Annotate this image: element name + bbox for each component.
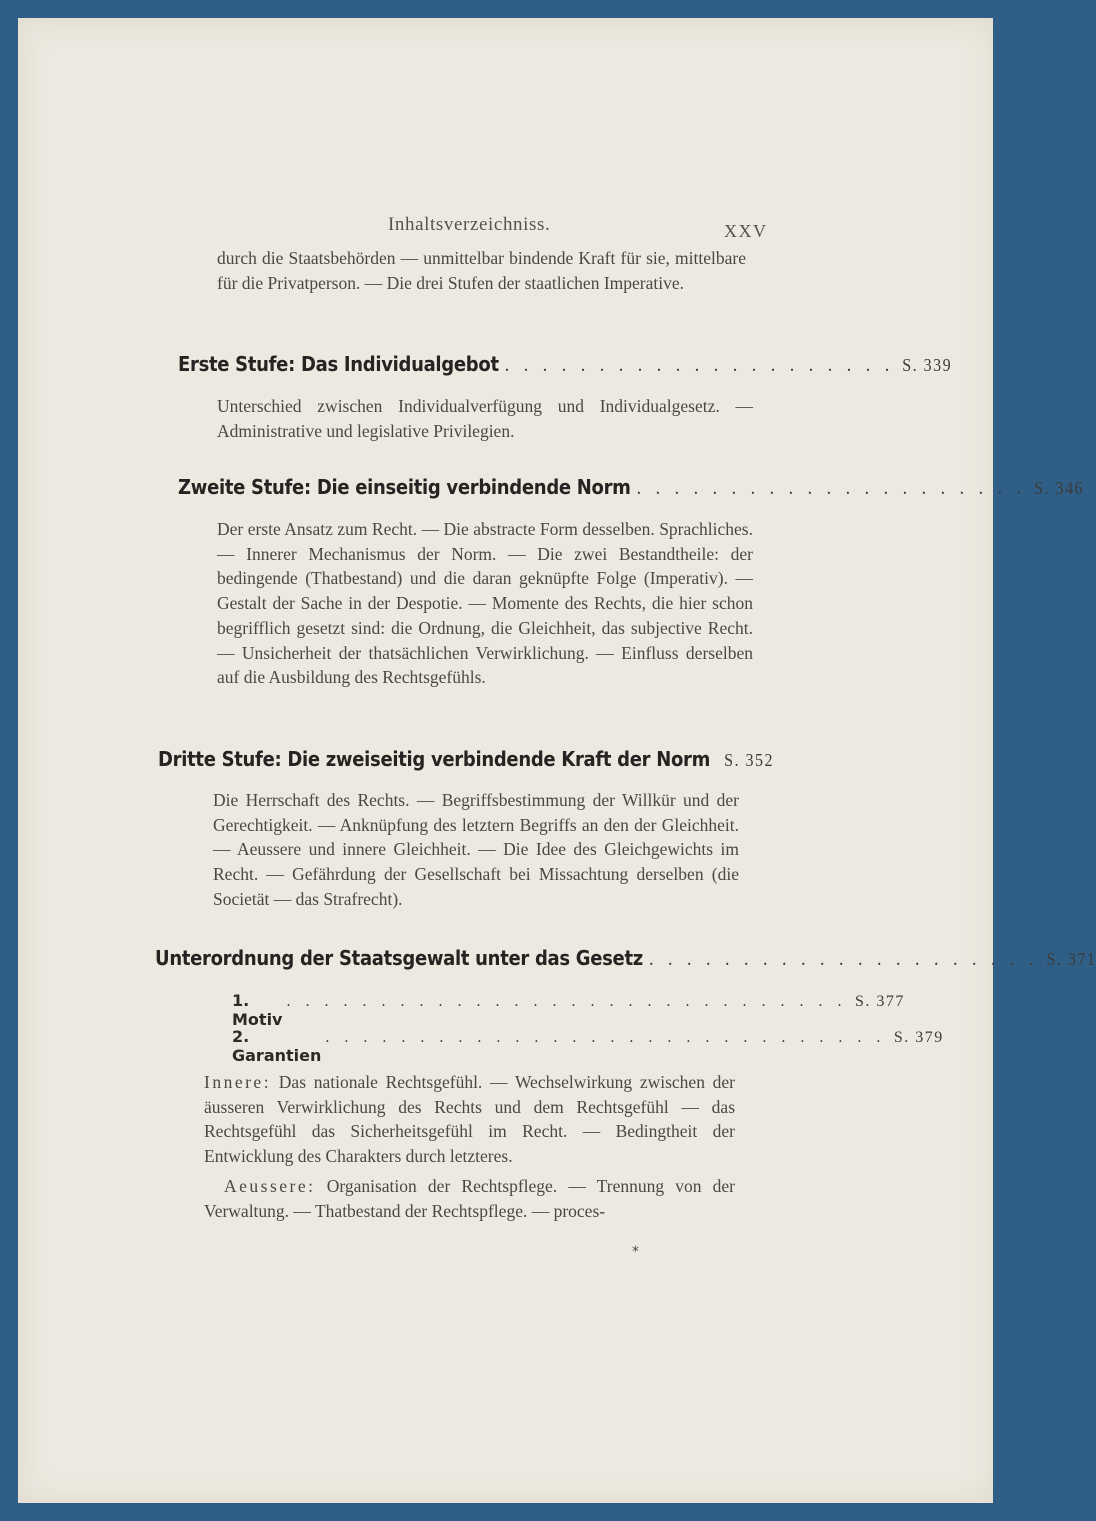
signature-mark: * bbox=[632, 1244, 639, 1260]
inner-label: Innere: bbox=[204, 1072, 272, 1092]
leader-dots: . . . . . . . . . . . . . . . . . . . . . . . . . . . . . . bbox=[286, 993, 847, 1010]
page-number: XXV bbox=[724, 221, 768, 241]
leader-dots: . . . . . . . . . . . . . . . . . . . . . bbox=[648, 947, 1039, 970]
toc-entry-title: Dritte Stufe: Die zweiseitig verbindende Kraft der Norm bbox=[158, 748, 711, 772]
leader-dots: . . . . . . . . . . . . . . . . . . . . . . . . . . . . . . bbox=[325, 1029, 886, 1046]
leader-dots: . . . . . . . . . . . . . . . . . . . . . bbox=[636, 476, 1027, 499]
toc-subentry-motiv[interactable] bbox=[232, 991, 905, 1029]
toc-subentry-page: S. 377 bbox=[854, 993, 905, 1010]
intro-paragraph: durch die Staatsbehörden — unmittelbar bindende Kraft für sie, mittelbare für die Privatperson. — Die drei Stufen der staatlichen Imperative. bbox=[217, 248, 746, 293]
section-summary: Der erste Ansatz zum Recht. — Die abstracte Form desselben. Sprachliches. — Innerer Mechanismus der Norm. — Die zwei Bestandtheile: der bedingende (Thatbestand) und die daran geknüpfte Folge (Imperativ). — Gestalt der Sache in der Despotie. — Momente des Rechts, die hier schon begrifflich gesetzt sind: die Ordnung, die Gleichheit, das subjective Recht. — Unsicherheit der thatsächlichen Verwirklichung. — Einfluss derselben auf die Ausbildung des Rechtsgefühls. bbox=[217, 519, 753, 688]
section-summary: Unterschied zwischen Individualverfügung und Individualgesetz. — Administrative und legislative Privilegien. bbox=[217, 396, 753, 441]
toc-entry-page: S. 346 bbox=[1034, 479, 1085, 499]
outer-text: Organisation der Rechtspflege. — Trennung von der Verwaltung. — Thatbestand der Rechtspflege. — proces- bbox=[204, 1176, 736, 1221]
toc-entry-unterordnung[interactable] bbox=[155, 947, 1096, 971]
section-summary: Die Herrschaft des Rechts. — Begriffsbestimmung der Willkür und der Gerechtigkeit. — Anknüpfung des letztern Begriffs an den der Gleichheit. — Aeussere und innere Gleichheit. — Die Idee des Gleichgewichts im Recht. — Gefährdung der Gesellschaft bei Missachtung derselben (die Societät — das Strafrecht). bbox=[213, 790, 739, 909]
toc-subentry-page: S. 379 bbox=[893, 1029, 944, 1046]
toc-entry-zweite-stufe[interactable] bbox=[178, 476, 1085, 500]
running-header-title: Inhaltsverzeichniss. bbox=[388, 214, 551, 235]
book-page bbox=[18, 18, 1096, 1503]
toc-entry-erste-stufe[interactable] bbox=[178, 353, 953, 377]
inner-guarantees-paragraph bbox=[204, 1070, 735, 1169]
toc-entry-title: Unterordnung der Staatsgewalt unter das Gesetz bbox=[155, 947, 643, 971]
toc-entry-title: Erste Stufe: Das Individualgebot bbox=[178, 353, 499, 377]
toc-entry-dritte-stufe[interactable] bbox=[158, 748, 774, 772]
leader-dots: . . . . . . . . . . . . . . . . . . . . . bbox=[504, 353, 895, 376]
toc-entry-page: S. 352 bbox=[724, 751, 774, 771]
toc-subentry-title: 2. Garantien bbox=[232, 1027, 322, 1065]
toc-subentry-title: 1. Motiv bbox=[232, 991, 283, 1029]
toc-subentry-garantien[interactable] bbox=[232, 1027, 944, 1065]
toc-entry-page: S. 371 bbox=[1046, 950, 1096, 970]
toc-entry-title: Zweite Stufe: Die einseitig verbindende Norm bbox=[178, 476, 631, 500]
inner-text: Das nationale Rechtsgefühl. — Wechselwirkung zwischen der äusseren Verwirklichung des Rechts und dem Rechtsgefühl — das Rechtsgefühl das Sicherheitsgefühl im Recht. — Bedingtheit der Entwicklung des Charakters durch letzteres. bbox=[204, 1072, 736, 1167]
toc-entry-page: S. 339 bbox=[902, 356, 953, 376]
outer-label: Aeussere: bbox=[224, 1176, 316, 1196]
outer-guarantees-paragraph bbox=[204, 1174, 735, 1223]
